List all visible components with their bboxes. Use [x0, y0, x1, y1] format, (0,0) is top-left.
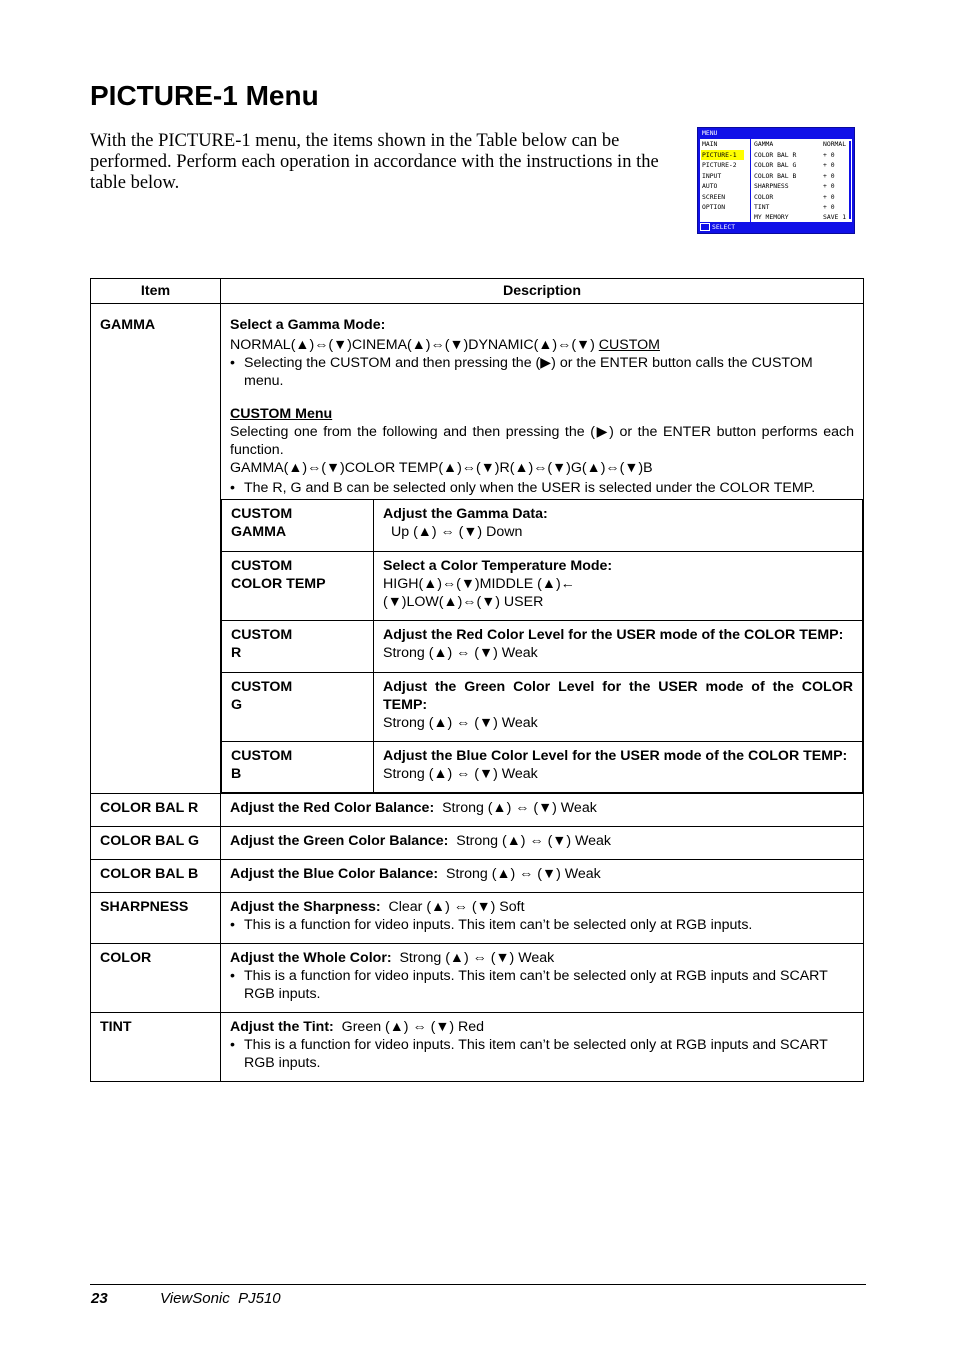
osd-item-value: + 0 [823, 203, 835, 211]
row-text: Strong (▲) ⇔ (▼) Weak [399, 949, 555, 966]
sub-item-line1: CUSTOM [231, 557, 293, 574]
osd-title: MENU [702, 129, 718, 137]
sub-heading: Adjust the Red Color Level for the USER mode of the COLOR TEMP: [383, 626, 844, 643]
custom-menu-text: Selecting one from the following and then pressing the (▶) or the ENTER button performs each function. [230, 424, 854, 458]
description-cell [221, 1012, 864, 1081]
sub-desc-cell [374, 620, 863, 672]
osd-item-name: COLOR BAL G [754, 161, 797, 169]
osd-menu-name-selected: PICTURE-1 [701, 150, 744, 160]
custom-menu-sequence: GAMMA(▲)⇔(▼)COLOR TEMP(▲)⇔(▼)R(▲)⇔(▼)G(▲)⇔(▼)B [230, 460, 653, 476]
table-row-color-bal-g [91, 826, 864, 859]
table-row-gamma [91, 304, 864, 500]
sub-desc-cell [374, 672, 863, 741]
sub-item-line1: CUSTOM [231, 626, 293, 643]
item-cell: SHARPNESS [91, 892, 221, 943]
bullet-item: • The R, G and B can be selected only when the USER is selected under the COLOR TEMP. [230, 479, 854, 497]
row-heading: Adjust the Green Color Balance: [230, 832, 449, 849]
custom-menu-heading: CUSTOM Menu [230, 406, 333, 422]
osd-footer [700, 223, 735, 232]
osd-item-name: COLOR [754, 192, 774, 201]
sub-item-line2: R [231, 644, 242, 661]
sub-text: Strong (▲) ⇔ (▼) Weak [383, 765, 538, 782]
sub-text: HIGH(▲)⇔(▼)MIDDLE (▲)← (▼)LOW(▲)⇔(▼) USER [383, 575, 575, 610]
row-heading: Adjust the Sharpness: [230, 898, 381, 915]
osd-row [700, 139, 852, 149]
item-cell: COLOR BAL G [91, 826, 221, 859]
page-title: PICTURE-1 Menu [90, 80, 319, 111]
gamma-heading: Select a Gamma Mode: [230, 317, 386, 333]
table-row-tint [91, 1012, 864, 1081]
sub-item-cell [222, 672, 374, 741]
row-heading: Adjust the Red Color Balance: [230, 799, 435, 816]
sub-text: Strong (▲) ⇔ (▼) Weak [383, 644, 538, 661]
sub-item-line1: CUSTOM [231, 506, 293, 522]
osd-menu-name: SCREEN [702, 192, 726, 201]
osd-item-value: NORMAL [823, 140, 847, 148]
sub-heading: Adjust the Blue Color Level for the USER mode of the COLOR TEMP: [383, 747, 848, 764]
item-cell: COLOR [91, 943, 221, 1012]
gamma-modes [230, 336, 854, 354]
row-heading: Adjust the Tint: [230, 1018, 334, 1035]
osd-item-name: GAMMA [754, 140, 774, 148]
sub-item-line2: GAMMA [231, 524, 287, 540]
osd-row [700, 192, 852, 202]
footer-divider [90, 1284, 866, 1285]
description-cell [221, 943, 864, 1012]
sub-row [222, 620, 863, 672]
osd-item-name: TINT [754, 203, 770, 211]
sub-item-line2: B [231, 765, 242, 782]
picture1-table [90, 278, 864, 1082]
sub-heading: Adjust the Green Color Level for the USER mode of the COLOR TEMP: [383, 678, 853, 713]
osd-menu-name: PICTURE-2 [702, 161, 737, 169]
bullet-text: The R, G and B can be selected only when the USER is selected under the COLOR TEMP. [244, 480, 816, 496]
osd-menu-name: MAIN [702, 140, 718, 148]
table-row-color [91, 943, 864, 1012]
row-text: Strong (▲) ⇔ (▼) Weak [446, 865, 601, 882]
sub-heading: Adjust the Gamma Data: [383, 506, 548, 522]
header-item: Item [91, 279, 221, 304]
osd-footer-label: SELECT [712, 223, 736, 231]
row-text: Green (▲) ⇔ (▼) Red [341, 1018, 485, 1035]
osd-item-value: + 0 [823, 161, 835, 169]
bullet-text: This is a function for video inputs. This item can’t be selected only at RGB inputs and SCART RGB inputs. [244, 1036, 828, 1071]
osd-menu-image [697, 127, 855, 234]
osd-row [700, 171, 852, 181]
table-row-sharpness [91, 892, 864, 943]
sub-item-line1: CUSTOM [231, 678, 293, 695]
custom-subtable [221, 500, 863, 793]
sub-desc-cell [374, 500, 863, 551]
osd-body [700, 139, 852, 222]
bullet-item: • This is a function for video inputs. This item can’t be selected only at RGB inputs and SCART RGB inputs. [230, 967, 854, 1003]
row-text: Strong (▲) ⇔ (▼) Weak [442, 799, 597, 816]
osd-row [700, 202, 852, 212]
footer-brand: ViewSonic PJ510 [160, 1290, 281, 1307]
row-heading: Adjust the Blue Color Balance: [230, 865, 439, 882]
row-text: Clear (▲) ⇔ (▼) Soft [388, 898, 525, 915]
osd-row [700, 160, 852, 170]
bullet-text: This is a function for video inputs. This item can’t be selected only at RGB inputs and SCART RGB inputs. [244, 967, 828, 1002]
sub-desc-cell [374, 551, 863, 620]
osd-row [700, 150, 852, 160]
sub-item-cell [222, 551, 374, 620]
row-heading: Adjust the Whole Color: [230, 949, 392, 966]
osd-item-value: + 0 [823, 171, 835, 180]
sub-item-line2: G [231, 696, 243, 713]
osd-item-value: + 0 [823, 192, 835, 201]
bullet-item: • This is a function for video inputs. This item can’t be selected only at RGB inputs and SCART RGB inputs. [230, 1036, 854, 1072]
osd-row [700, 181, 852, 191]
osd-item-name: COLOR BAL R [754, 150, 797, 159]
sub-row [222, 551, 863, 620]
description-cell [221, 892, 864, 943]
sub-item-cell [222, 741, 374, 792]
sub-text: Strong (▲) ⇔ (▼) Weak [383, 714, 538, 731]
page-number: 23 [91, 1290, 108, 1307]
sub-heading: Select a Color Temperature Mode: [383, 557, 613, 574]
sub-item-line2: COLOR TEMP [231, 575, 326, 592]
header-description: Description [221, 279, 864, 304]
table-row-color-bal-b [91, 859, 864, 892]
sub-row [222, 741, 863, 792]
osd-item-value: + 0 [823, 150, 835, 159]
sub-row [222, 500, 863, 551]
item-cell: COLOR BAL B [91, 859, 221, 892]
osd-menu-name: AUTO [702, 182, 718, 190]
osd-item-name: MY MEMORY [754, 213, 789, 221]
custom-subtable-cell [221, 500, 864, 794]
table-header-row [91, 279, 864, 304]
description-cell [221, 859, 864, 892]
intro-paragraph: With the PICTURE-1 menu, the items shown in the Table below can be performed. Perform each operation in accordance with the instructions in the table below. [90, 131, 659, 193]
row-text: Strong (▲) ⇔ (▼) Weak [456, 832, 612, 849]
table-row-color-bal-r [91, 793, 864, 826]
item-cell: TINT [91, 1012, 221, 1081]
description-cell [221, 304, 864, 500]
sub-item-cell [222, 620, 374, 672]
osd-menu-name: INPUT [702, 171, 722, 180]
osd-item-value: + 0 [823, 182, 835, 190]
osd-menu-name: OPTION [702, 203, 726, 211]
item-cell: GAMMA [91, 304, 221, 794]
sub-row [222, 672, 863, 741]
bullet-text: This is a function for video inputs. This item can’t be selected only at RGB inputs. [244, 916, 753, 933]
bullet-item: • Selecting the CUSTOM and then pressing the (▶) or the ENTER button calls the CUSTOM menu. [230, 354, 854, 390]
sub-desc-cell [374, 741, 863, 792]
bullet-text: Selecting the CUSTOM and then pressing the (▶) or the ENTER button calls the CUSTOM menu. [244, 355, 813, 389]
osd-row [700, 212, 852, 222]
sub-item-cell [222, 500, 374, 551]
item-cell: COLOR BAL R [91, 793, 221, 826]
sub-item-line1: CUSTOM [231, 747, 293, 764]
description-cell [221, 826, 864, 859]
osd-item-name: SHARPNESS [754, 182, 789, 190]
description-cell [221, 793, 864, 826]
sub-text: Up (▲) ⇔ (▼) Down [391, 524, 523, 540]
osd-item-value: SAVE 1 [823, 213, 847, 221]
bullet-item: • This is a function for video inputs. This item can’t be selected only at RGB inputs. [230, 916, 854, 934]
osd-item-name: COLOR BAL B [754, 171, 797, 180]
gamma-modes-custom: CUSTOM [598, 337, 660, 353]
select-button-icon [700, 223, 710, 231]
gamma-modes-text: NORMAL(▲)⇔(▼)CINEMA(▲)⇔(▼)DYNAMIC(▲)⇔(▼) [230, 337, 595, 353]
